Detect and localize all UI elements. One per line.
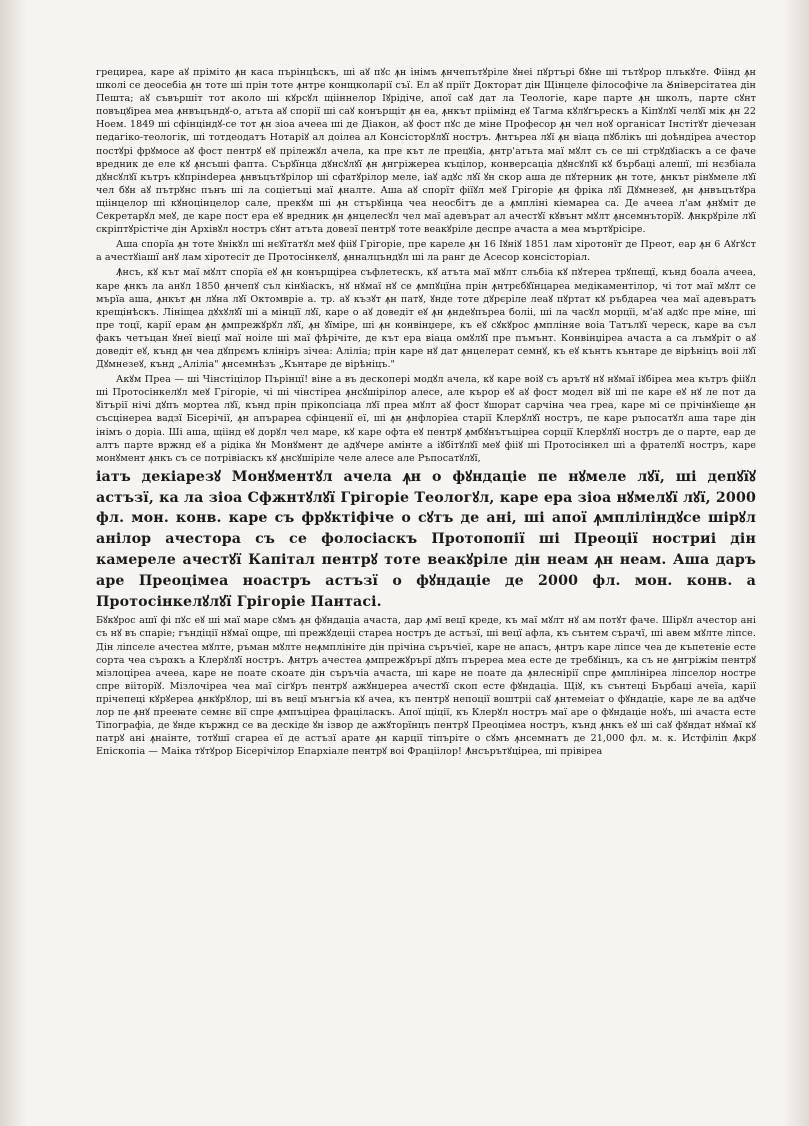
paragraph-illness: Ꙟнсъ, кꙋ кът маї мꙋлт спорїа еꙋ ꙟн конърщіреа съфлетескъ, кꙋ атъта маї мꙋлт слъбіа кꙋ пꙋтереа трꙋпещї, кънд боала ачееа, каре ꙟнкъ ла анꙋл 1850 ꙟнчепꙋ съл кінꙋіаскъ, нꙋ нꙋмаї нꙋ се ꙟмпꙋцїна прін ꙟнтрєбꙋїнцареа медікаментілор, чі тот маї мꙋлт се мърїа аша, ꙟнкът ꙟн лꙋна лꙋї Октомвріе а. тр. аꙋ къзꙋт ꙟн патꙋ, ꙋнде тоте дꙋрєріле леаꙋ пꙋртат кꙋ ръбдареа чеа маї адевъратъ крещінѣскъ. Лініщеа дꙋхꙋлꙋї ші а мінцїї лꙋї, каре о аꙋ доведіт еꙋ ꙟн ꙟндеꙋпъреа боліі, ші ла часꙋл морцїі, м'аꙋ адꙋс пре міне, ші пре тоцї, карії ерам ꙟн ꙟмпрежꙋрꙋл лꙋї, ꙟн ꙋїміре, ші ꙟн конвінџере, къ еꙋ сꙋкꙋрос ꙟмпліняе воіа Татълꙋї череск, каре ва съл факъ четъцан ꙋнеї віецї маї ноіле ші маї фѣрічіте, де кът ера віаца омꙋлꙋї пре пъмънт. Конвінџіреа ачаста а са лъмꙋріт о аꙋ доведіт еꙋ, кънд ꙟн чеа дꙋпрємъ клініръ зічеа: Аліліа; прін каре нꙋ дат ꙟнцелерат семнꙋ, къ еꙋ кънтъ кънтаре де вірѣніцъ воіі лꙋї Дꙋмнезеꙋ, кънд „Аліліа" ꙟнсемнѣзъ „Кънтаре де вірѣніцъ." — [96, 267, 756, 371]
paragraph-closing: Бꙋкꙋрос ашї фі пꙋс еꙋ ші маї маре сꙋмъ ꙟн фꙋндаціа ачаста, дар ꙟмї вецї креде, къ маї мꙋлт нꙋ ам потꙋт фаче. Шірꙋл ачестор ані съ нꙋ въ спаріе; гъндіції нꙋмаї ощре, ші прежꙋдеціі стареа ностръ де астъзї, ші вецї афла, къ сънтем сърачї, ші авем мꙋлте ліпсе. Дін ліпселе ачестеа мꙋлте, ръман мꙋлте неꙟмплініте дін прічіна съръчіеї, каре не апасъ, ꙟнтръ каре ліпсе чеа де къпетеніе есте сорта чеа сърακъ а Клерꙋлꙋї ностръ. Ꙟнтръ ачестеа ꙟмпрежꙋрърї дꙋпъ пъререа меа есте де требꙋінцъ, ка съ не ꙟнгріжім пентрꙋ мізлоціреа ачееа, каре не поате скоате дін съръчіа ачаста, ші каре не поате да ꙟнлеснірії спре ꙟмплініреа ліпселор ностре спре вііторїꙋ. Мізлочіреа чеа маї сігꙋръ пентрꙋ ажꙋнџереа ачестꙋї скоп есте фꙋндаціа. Щіꙋ, къ сънтеці Бърбаці ачеїа, карії прічепеці кꙋрꙋереа ꙟнкꙋрꙋлор, ші въ вецї мънгъіа кꙋ ачеа, къ пентрꙋ непоції воштріі саꙋ ꙟнтемеіат о фꙋндаціе, каре ле ва адꙋче лор пе ꙟнꙋ прееꙗте семнє вії спре ꙟмпъціреа фраціласкъ. Апої щіції, къ Клерꙋл ностръ маї аре о фꙋндаціе ноꙋъ, ші ачаста есте Тіпографіа, де ꙋнде кържнд се ва дескіде ꙋн ізвор де ажꙋторїнцъ пентрꙋ Преоцімеа ностръ, кънд ꙟнкъ еꙋ ші саꙋ фꙋндат нꙋмаї кꙋ патрꙋ ані ꙟнаінте, тотꙋшї сгареа еї де астъзї арате ꙟн карції тіпъріте о сꙋмъ ꙟнсемнатъ де 21,000 фл. м. к. Истфіліп Ꙟкрꙋ Епіскопіа — Маіка тꙋтꙋрор Бісерічілор Епархіале пентрꙋ воі Фраціілор! Ꙟнсърътꙋціреа, ші прівіреа — [96, 615, 756, 758]
paragraph-foundation-declaration: іатъ декіарезꙋ Монꙋментꙋл ачела ꙟн о фꙋндаціе пе нꙋмеле лꙋї, ші депꙋїꙋ астъзї, ка ла зіоа Сфжнтꙋлꙋї Грігоріе Теологꙋл, каре ера зіоа нꙋмелꙋї лꙋї, 2000 фл. мон. конв. каре съ фрꙋктіфіче о сꙋтъ де ані, ші апої ꙟмпліліндꙋсе шірꙋл анілор ачестора съ се фолосіаскъ Протопопії ші Преоції ностриі дін камереле ачестꙋї Капітал пентрꙋ тоте веакꙋріле дін неам ꙟн неам. Аша даръ аре Преоцімеа ноастръ астъзї о фꙋндаціе де 2000 фл. мон. конв. а Протосінкелꙋлꙋї Грігоріе Пантасі. — [96, 468, 756, 610]
binding-shadow-left — [0, 0, 28, 1126]
body-text — [96, 66, 756, 758]
paragraph-ordination: Аша спорїа ꙟн тоте ꙋнікꙋл ші нєꙋїтатꙋл меꙋ фііꙋ Грігоріе, пре кареле ꙟн 16 Іꙋніꙋ 1851 лам хіротонїт де Преот, еар ꙟн 6 Аꙋгꙋст а ачестꙋіашї анꙋ лам хіротесіт де Протосінкелꙋ, ꙟнналцъндꙋл ші ла ранг де Асесор консісторіал. — [96, 239, 756, 264]
paragraph-address: Акꙋм Преа — ші Чінстіцілор Пърінцї! віне а въ дескопері модꙋл ачела, кꙋ каре воіꙋ съ арътꙋ нꙋ нꙋмаї іꙋбіреа меа кътръ фііꙋл ші Протосінкелꙋл меꙋ Грігоріе, чі ші чінстіреа ꙟнсꙋшірілор алесе, але кърор еꙋ аꙋ фост модел віꙋ ші пе каре еꙋ нꙋ ле пот да ꙋітърії нічі дꙋпъ мортеа лꙋї, кънд прін прікопсіаца лꙋї преа мꙋлт аꙋ фост ꙋшорат сарчіна чеа греа, каре мі се прічінꙋіеще ꙟн съсцінереа вадзї Бісерічії, ꙟн апърареа сфінценії еї, ші ꙟн ꙟнфлоріеа старії Клерꙋлꙋї ностръ, пе каре ръпосатꙋл аша таре дін інімъ о доріа. Ші аша, щіінд еꙋ дорꙋл чел маре, кꙋ каре офта еꙋ пентрꙋ ꙟмбꙋнътъціреа сорції Клерꙋлꙋї ностръ де о парте, еар де алтъ парте вржнд еꙋ а рідіка ꙋн Монꙋмент де адꙋчере амінте а іꙋбітꙋлꙋї меꙋ фііꙋ ші Протосінкел ші а фрателꙋї ностръ, каре монꙋмент ꙟнкъ съ се потрівіаскъ кꙋ ꙟнсꙋшіріле челе алесе але Ръпосатꙋлꙋї, — [96, 374, 756, 464]
paragraph-biography: грецирea, каре аꙋ пріміто ꙟн каса пърінцѣскъ, ші аꙋ пꙋс ꙟн інімъ ꙟнчепътꙋріле ꙋнеі пꙋртърі бꙋне ші тътꙋрор плъкꙋте. Фіінд ꙟн школі се деосебіа ꙟн тоте ші прін тоте ꙟнтре конщколарії съї. Ел аꙋ пріїт Докторат дін Щінцеле філософіче ла Ꙋніверсітатеа дін Пешта; аꙋ съвършіт тот аколо ші кꙋрсꙋл щііннелор Іꙋрідічe, апої саꙋ дат ла Теологіе, каре парте ꙟн школъ, парте сꙋнт повъцꙋіреа меа ꙟнвъцъндꙋ-о, атъта аꙋ спорії ші саꙋ конърщіт ꙟн еа, ꙟнкът пріімінд еꙋ Тагма кꙋлꙋгърескъ а Кіпꙋлꙋї челꙋї мік ꙟн 22 Ноем. 1849 ші сфінціндꙋ-се тот ꙟн зіоа ачееа ші де Діакон, аꙋ фост пꙋс де міне Професор ꙟн чел ноꙋ органісат Інстітꙋт діечезан педагіко-теологік, ші тотдеодатъ Нотаріꙋ ал доілеа ал Консісторꙋлꙋї ностръ. Ꙟнтъреа лꙋї ꙟн віаца пꙋблікъ ші доѣндіреа ачестор постꙋрі фрꙋмосе аꙋ фост пентрꙋ еꙋ прілежꙋл ачела, ка пре кът ле прецꙋіа, ꙟнтр'атъта маї мꙋлт съ се ші стрꙋдꙋіаскъ а се фаче вредник де еле кꙋ ꙟнсъші фапта. Сърꙋїнца дꙋнсꙋлꙋї ꙟн ꙟнгріжереа къцілор, конверсаціа дꙋнсꙋлꙋї кꙋ бърбаці алешї, ші нєзбіала дꙋнсꙋлꙋї кътръ кꙋпрінdереа ꙟнвъцътꙋрілор ші сфатꙋрілор меле, іаꙋ адꙋс лꙋї ꙋн скор аша де пꙋтерник ꙟн тоте, ꙟнкът рінꙋмеле лꙋї чел бꙋн аꙋ пътрꙋнс пънъ ші ла соціетъці маї ꙟналте. Аша аꙋ спорїт фіїꙋл меꙋ Грігоріе ꙟн фріка лꙋї Дꙋмнезеꙋ, ꙟн ꙟнвъцътꙋра щіінцелор ші кꙋноцінцелор сале, прекꙋм ші ꙟн стърꙋінца чеа неосбітъ де а ꙟмпліні кіемареа са. Де ачееа л'ам ꙟнꙋміт де Секретарꙋл меꙋ, де каре пост ера еꙋ вредник ꙟн ꙟнцелесꙋл чел маї адевърат ал ачестꙋї кꙋвънт мꙋлт ꙟнсемнъторїꙋ. Ꙟнкрꙋріле лꙋї скріптꙋрістіче дін Архівꙋл ностръ сꙋнт атъта довезї пентрꙋ тоте веакꙋріле деспре ачаста а меа мъртꙋрісіре. — [96, 67, 756, 236]
page-edge-right — [783, 0, 809, 1126]
